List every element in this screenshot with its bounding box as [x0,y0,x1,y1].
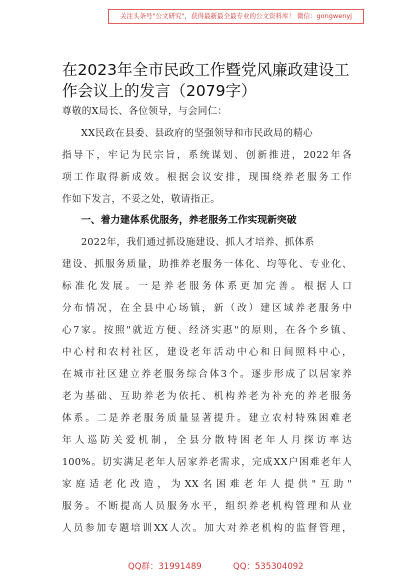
paragraph-line: 年人巡防关爱机制，全县分散特困老年人月探访率达 [62,435,352,446]
paragraph-line: 在城市社区建立养老服务综合体3个。逐步形成了以居家养 [62,369,352,380]
paragraph-line: 建设、抓服务质量，助推养老服务一体化、均等化、专业化、 [62,259,352,270]
paragraph-line: 家庭适老化改造，为XX名困难老年人提供"互助" [62,479,352,490]
top-promo-banner: 关注头条号"公文研究"，获得最新最全最专业的公文资料库！ 微信：gongwenyj [108,9,364,24]
document-title [62,60,362,102]
paragraph-line: 心7家。按照"就近方便、经济实惠"的原则，在各个乡镇、 [62,325,352,336]
paragraph-line: 老为基础、互助养老为依托、机构养老为补充的养老服务 [62,391,352,402]
paragraph-line: 项工作取得新成效。根据会议安排，现围绕养老服务工作 [62,172,352,183]
paragraph-line: 指导下，牢记为民宗旨，系统谋划、创新推进，2022年各 [62,150,352,161]
paragraph-line: 标准化发展。一是养老服务体系更加完善。根据人口 [62,281,352,292]
qq-group-label: QQ群：31991489 [128,562,202,572]
paragraph-line: 服务。不断提高人员服务水平，组织养老机构管理和从业 [62,501,352,512]
paragraph-line: 中心村和农村社区，建设老年活动中心和日间照料中心， [62,347,352,358]
qq-contact-label: QQ：535304092 [233,562,304,572]
section-heading: 一、着力建体系优服务，养老服务工作实现新突破 [81,215,297,226]
paragraph-line: 分布情况，在全县中心场镇，新（改）建区域养老服务中 [62,303,352,314]
paragraph-line: 作如下发言，不妥之处，敬请指正。 [62,194,221,205]
paragraph-line: 100%。切实满足老年人居家养老需求，完成XX户困难老年人 [62,457,352,468]
paragraph-line: XX民政在县委、县政府的坚强领导和市民政局的精心 [81,128,313,139]
paragraph-line: 体系。二是养老服务质量显著提升。建立农村特殊困难老 [62,413,352,424]
title-line: 作会议上的发言（2079字） [62,82,257,100]
salutation: 尊敬的X局长、各位领导，与会同仁： [62,106,228,117]
paragraph-line: 人员参加专题培训XX人次。加大对养老机构的监督管理， [62,523,352,534]
title-line: 在2023年全市民政工作暨党风廉政建设工 [62,61,350,79]
paragraph-line: 2022年，我们通过抓设施建设、抓人才培养、抓体系 [81,237,315,248]
bottom-contact-banner [0,558,408,574]
